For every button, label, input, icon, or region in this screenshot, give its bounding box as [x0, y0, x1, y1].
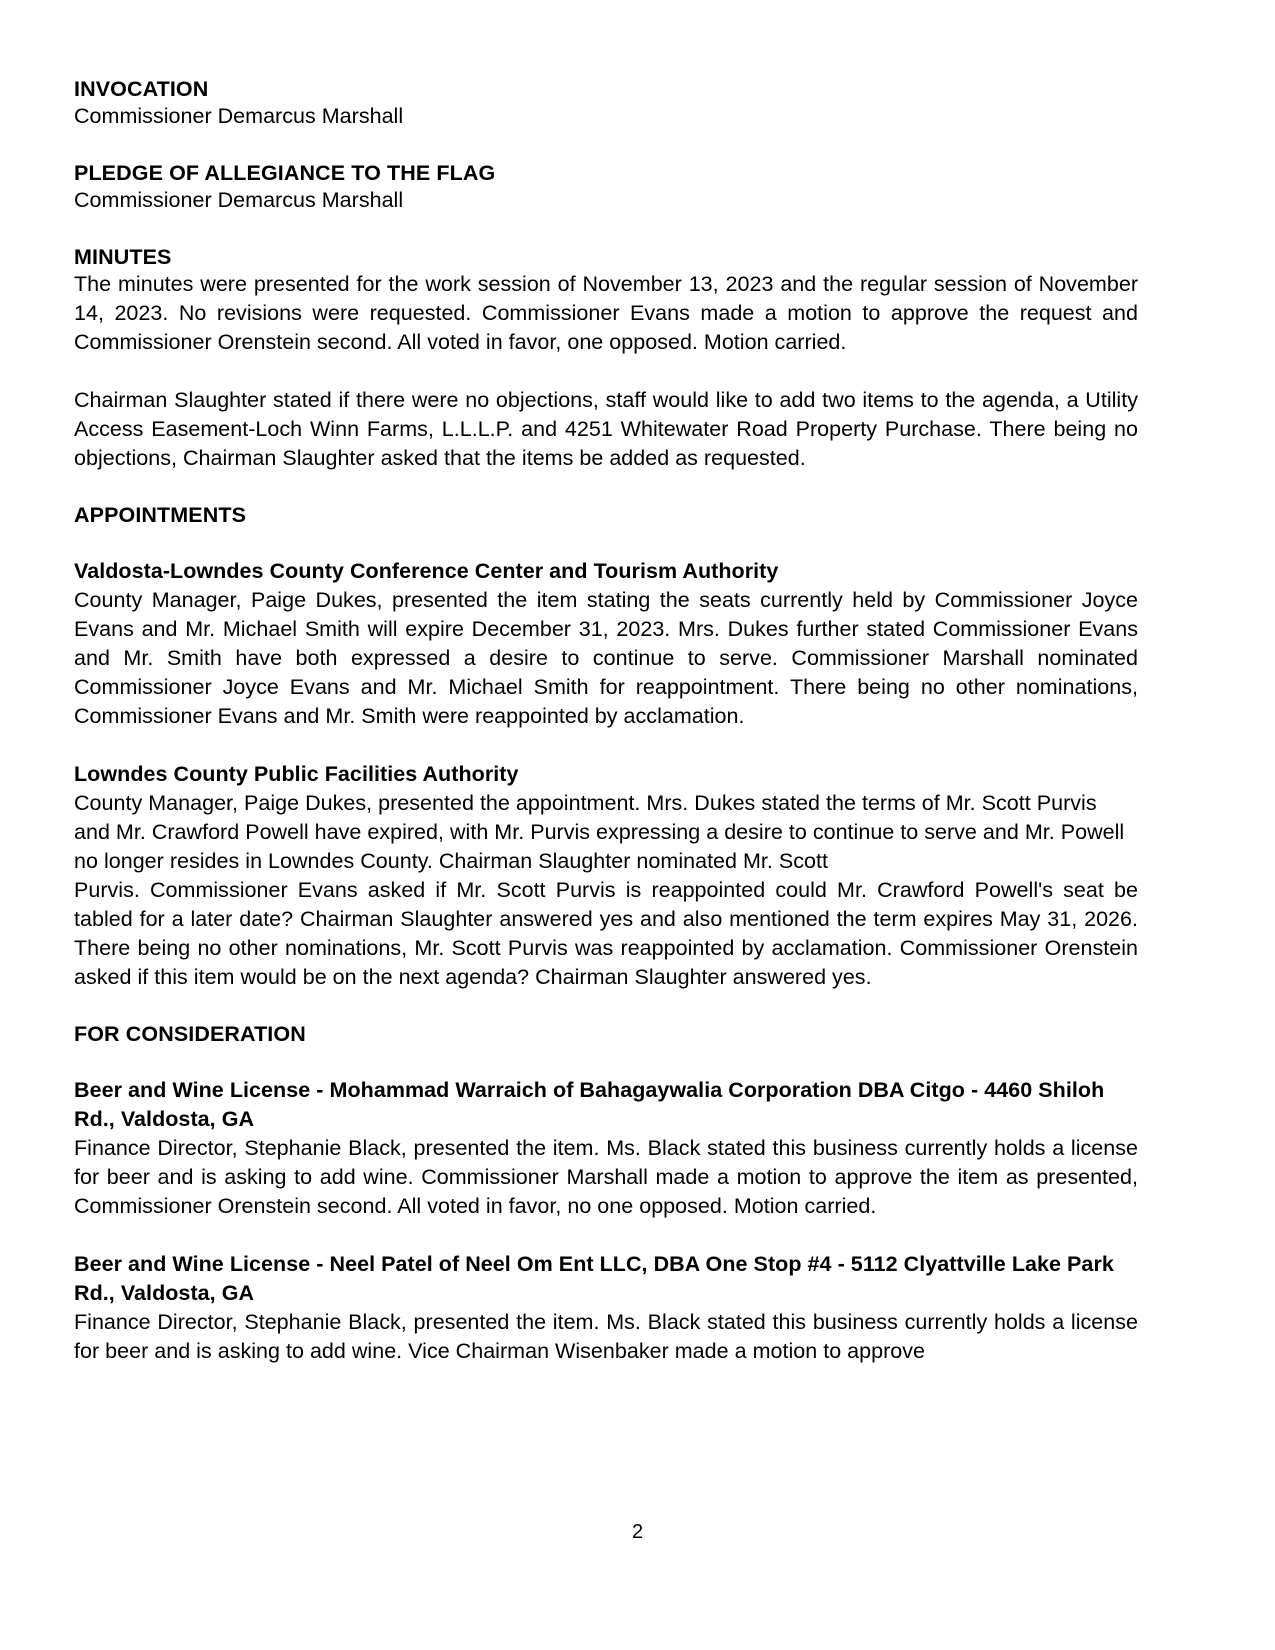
beer-wine-license-one-stop-4-body: Finance Director, Stephanie Black, presented the item. Ms. Black stated this business currently holds a license for beer and is asking to add wine. Vice Chairman Wisenbaker made a motion to approve [74, 1310, 1138, 1363]
spacer [74, 473, 1138, 502]
spacer [74, 992, 1138, 1021]
document-body [74, 76, 1138, 1366]
heading-public-facilities-authority: Lowndes County Public Facilities Authority [74, 762, 519, 786]
heading-pledge-of-allegiance: PLEDGE OF ALLEGIANCE TO THE FLAG [74, 161, 496, 185]
heading-conference-center-tourism-authority: Valdosta-Lowndes County Conference Center and Tourism Authority [74, 559, 779, 583]
heading-beer-wine-license-one-stop-4: Beer and Wine License - Neel Patel of Neel Om Ent LLC, DBA One Stop #4 - 5112 Clyattville Lake Park Rd., Valdosta, GA [74, 1252, 1114, 1305]
heading-appointments: APPOINTMENTS [74, 503, 247, 527]
invocation-body: Commissioner Demarcus Marshall [74, 104, 404, 128]
heading-for-consideration: FOR CONSIDERATION [74, 1022, 306, 1046]
spacer [74, 1221, 1138, 1250]
public-facilities-body-part-2: Purvis. Commissioner Evans asked if Mr. Scott Purvis is reappointed could Mr. Crawford Powell's seat be tabled for a later date? Chairman Slaughter answered yes and also mentioned the term expires May 31, 2026. There being no other nominations, Mr. Scott Purvis was reappointed by acclamation. Commissioner Orenstein asked if this item would be on the next agenda? Chairman Slaughter answered yes. [74, 878, 1138, 989]
minutes-paragraph-1: The minutes were presented for the work session of November 13, 2023 and the regular session of November 14, 2023. No revisions were requested. Commissioner Evans made a motion to approve the request and Commissioner Orenstein second. All voted in favor, one opposed. Motion carried. [74, 272, 1138, 354]
beer-wine-license-citgo-body: Finance Director, Stephanie Black, presented the item. Ms. Black stated this business currently holds a license for beer and is asking to add wine. Commissioner Marshall made a motion to approve the item as presented, Commissioner Orenstein second. All voted in favor, no one opposed. Motion carried. [74, 1136, 1138, 1218]
heading-invocation: INVOCATION [74, 77, 209, 101]
spacer [74, 357, 1138, 386]
spacer [74, 131, 1138, 160]
minutes-paragraph-2: Chairman Slaughter stated if there were no objections, staff would like to add two items to the agenda, a Utility Access Easement-Loch Winn Farms, L.L.L.P. and 4251 Whitewater Road Property Purchase. There being no objections, Chairman Slaughter asked that the items be added as requested. [74, 388, 1138, 470]
pledge-body: Commissioner Demarcus Marshall [74, 188, 404, 212]
conference-center-body: County Manager, Paige Dukes, presented the item stating the seats currently held by Commissioner Joyce Evans and Mr. Michael Smith will expire December 31, 2023. Mrs. Dukes further stated Commissioner Evans and Mr. Smith have both expressed a desire to continue to serve. Commissioner Marshall nominated Commissioner Joyce Evans and Mr. Michael Smith for reappointment. There being no other nominations, Commissioner Evans and Mr. Smith were reappointed by acclamation. [74, 588, 1138, 728]
spacer [74, 528, 1138, 557]
spacer [74, 215, 1138, 244]
heading-minutes: MINUTES [74, 245, 172, 269]
heading-beer-wine-license-citgo: Beer and Wine License - Mohammad Warraich of Bahagaywalia Corporation DBA Citgo - 4460 Shiloh Rd., Valdosta, GA [74, 1078, 1105, 1131]
spacer [74, 1047, 1138, 1076]
spacer [74, 731, 1138, 760]
public-facilities-body-part-1: County Manager, Paige Dukes, presented the appointment. Mrs. Dukes stated the terms of Mr. Scott Purvis and Mr. Crawford Powell have expired, with Mr. Purvis expressing a desire to continue to serve and Mr. Powell no longer resides in Lowndes County. Chairman Slaughter nominated Mr. Scott [74, 791, 1125, 873]
page-number: 2 [631, 1521, 644, 1543]
